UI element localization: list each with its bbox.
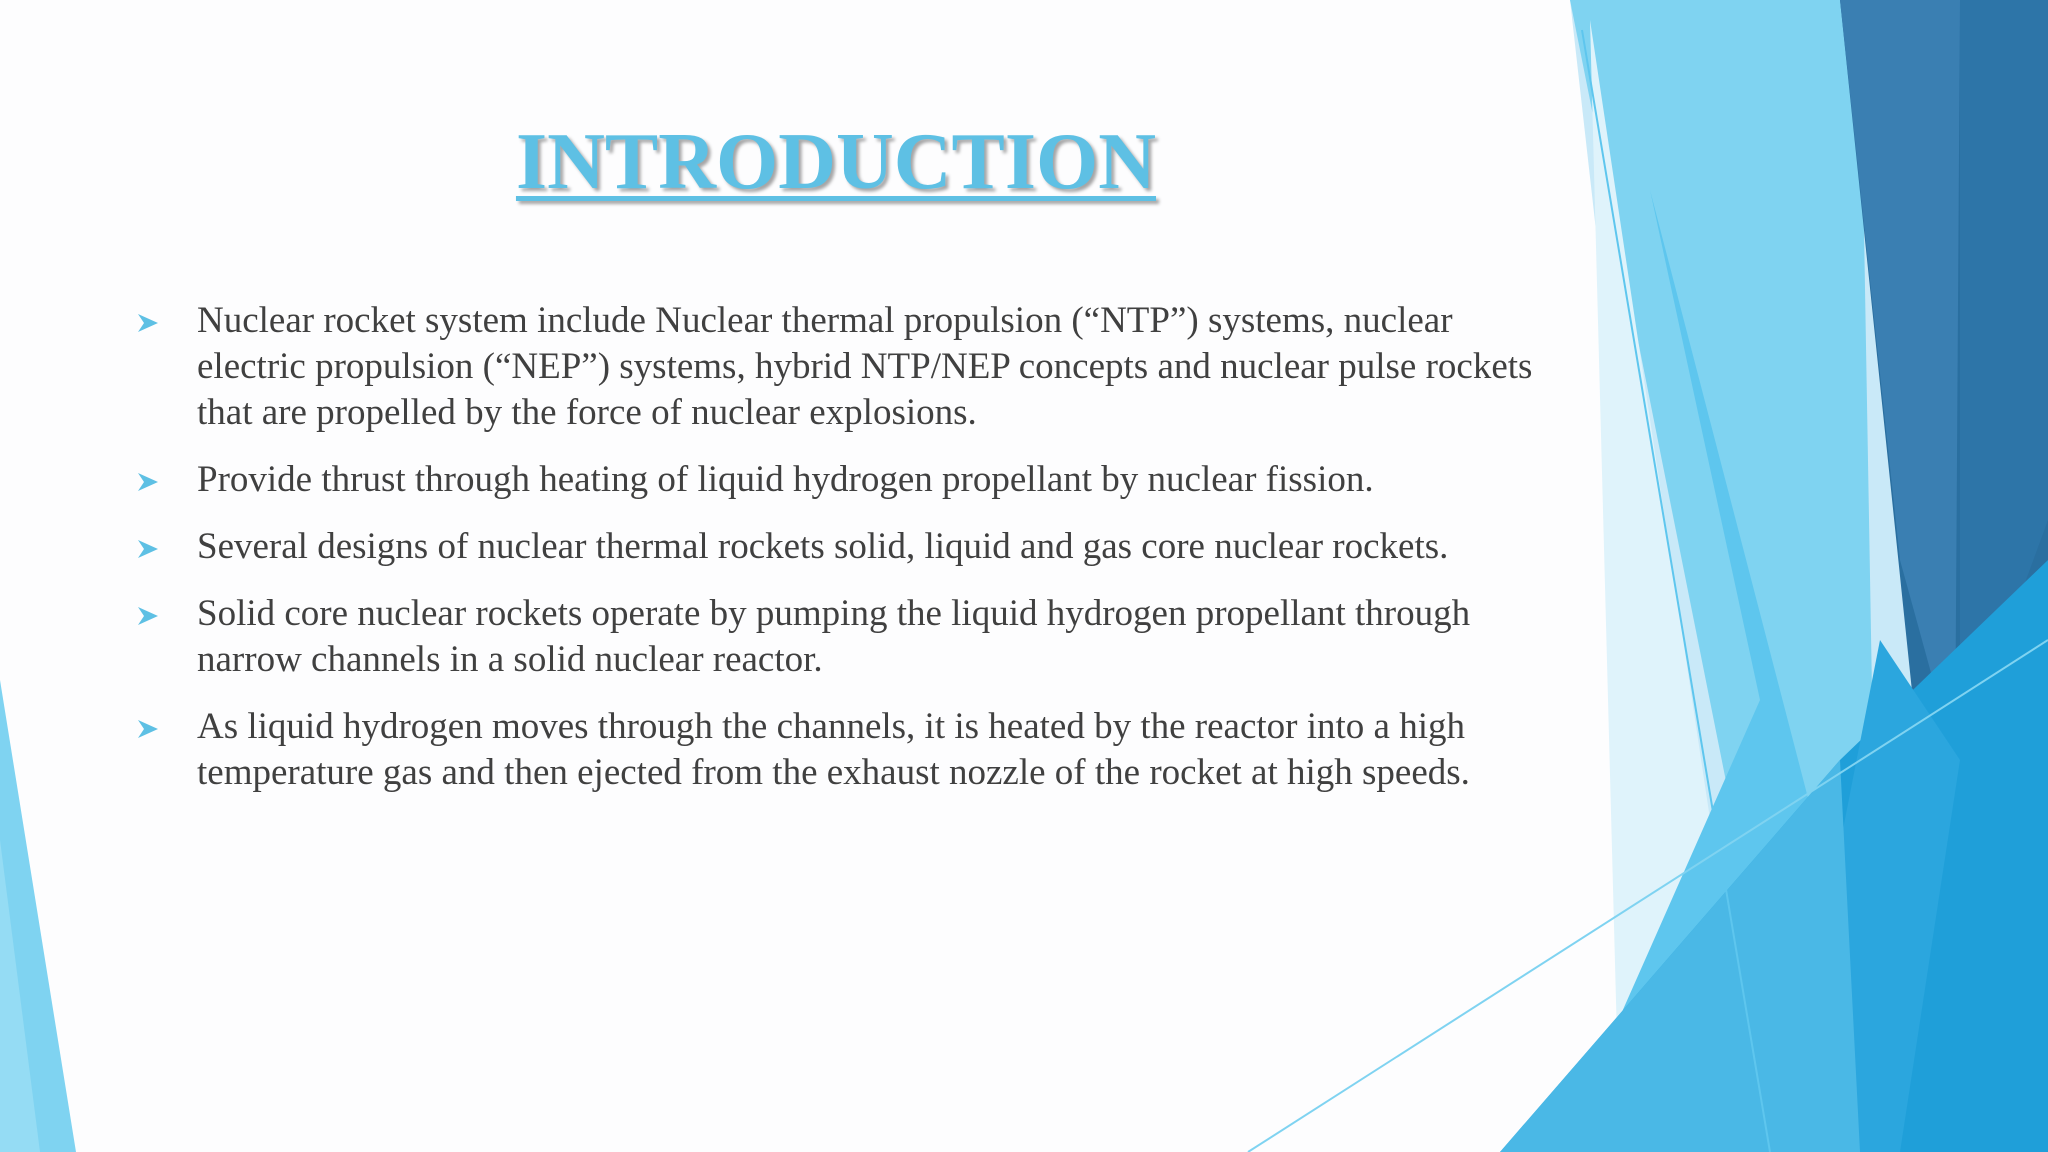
bullet-item [138,298,1538,436]
arrowhead-bullet-icon [138,473,158,491]
arrowhead-bullet-icon [138,540,158,558]
arrowhead-bullet-icon [138,607,158,625]
slide-title: INTRODUCTION [515,118,1157,206]
bullet-text: Provide thrust through heating of liquid hydrogen propellant by nuclear fission. [197,459,1374,500]
bullet-item [138,457,1538,503]
bullet-text: Several designs of nuclear thermal rockets solid, liquid and gas core nuclear rockets. [197,526,1449,567]
bullet-item [138,524,1538,570]
arrowhead-bullet-icon [138,720,158,738]
bullet-text: As liquid hydrogen moves through the channels, it is heated by the reactor into a high temperature gas and then ejected from the exhaust nozzle of the rocket at high speeds. [197,706,1470,793]
arrowhead-bullet-icon [138,314,158,332]
bullet-text: Solid core nuclear rockets operate by pumping the liquid hydrogen propellant through narrow channels in a solid nuclear reactor. [197,593,1471,680]
bullet-item [138,591,1538,683]
bullet-text: Nuclear rocket system include Nuclear thermal propulsion (“NTP”) systems, nuclear electric propulsion (“NEP”) systems, hybrid NTP/NEP concepts and nuclear pulse rockets that are propelled by the force of nuclear explosions. [197,300,1533,433]
bullet-item [138,704,1538,796]
bullet-list [138,298,1538,817]
